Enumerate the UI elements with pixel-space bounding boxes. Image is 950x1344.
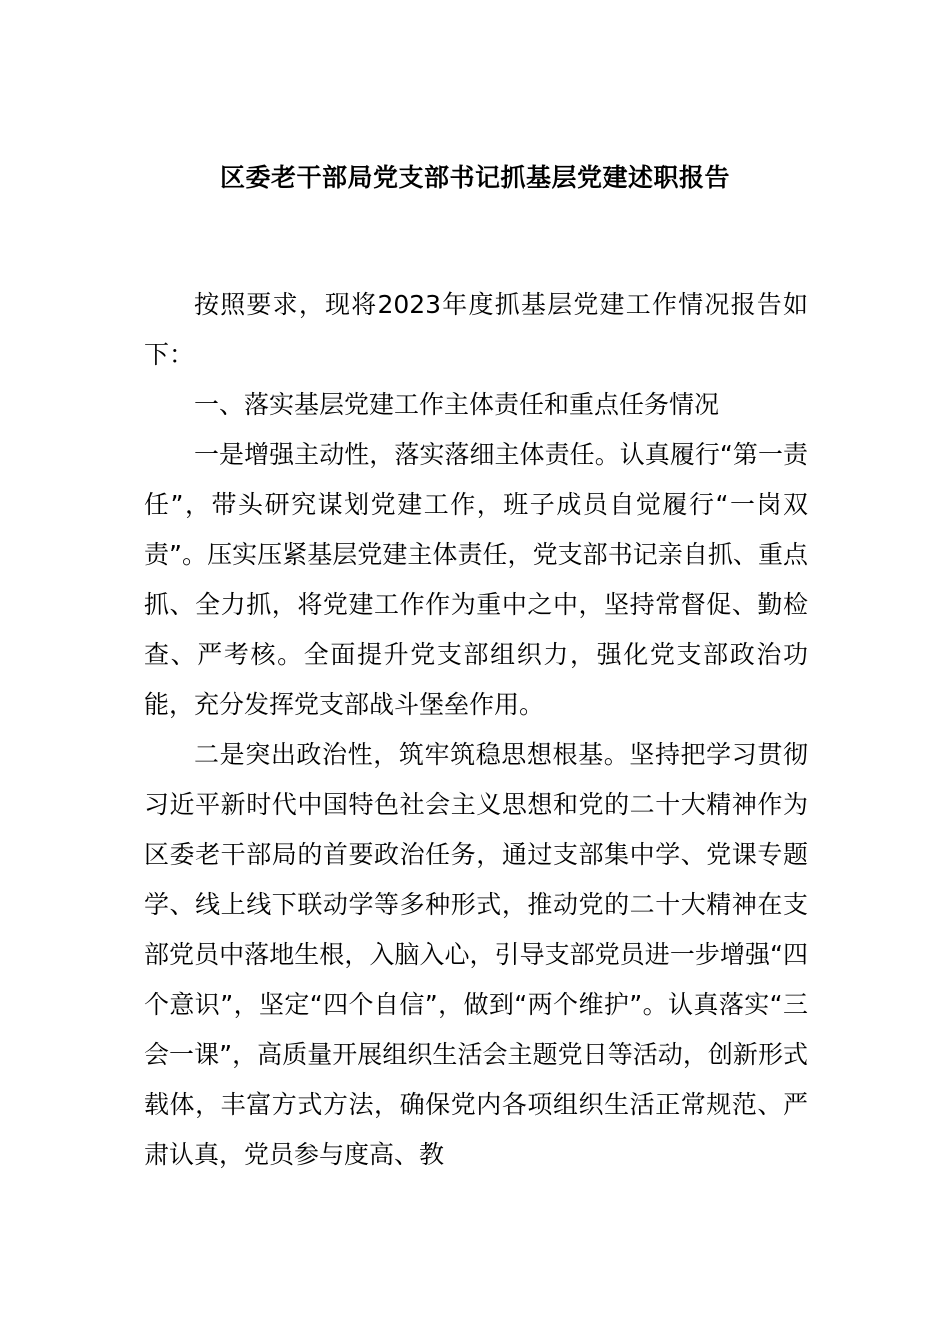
section-heading-1: 一、落实基层党建工作主体责任和重点任务情况 <box>194 390 720 419</box>
paragraph-responsibility: 一是增强主动性，落实落细主体责任。认真履行“第一责任”，带头研究谋划党建工作，班子成员自觉履行“一岗双责”。压实压紧基层党建主体责任，党支部书记亲自抓、重点抓、全力抓，将党建工作作为重中之中，坚持常督促、勤检查、严考核。全面提升党支部组织力，强化党支部政治功能，充分发挥党支部战斗堡垒作用。 <box>144 440 808 719</box>
document-title: 区委老干部局党支部书记抓基层党建述职报告 <box>219 163 730 192</box>
paragraph-political: 二是突出政治性，筑牢筑稳思想根基。坚持把学习贯彻习近平新时代中国特色社会主义思想和党的二十大精神作为区委老干部局的首要政治任务，通过支部集中学、党课专题学、线上线下联动学等多种形式，推动党的二十大精神在支部党员中落地生根，入脑入心，引导支部党员进一步增强“四个意识”，坚定“四个自信”，做到“两个维护”。认真落实“三会一课”，高质量开展组织生活会主题党日等活动，创新形式载体，丰富方式方法，确保党内各项组织生活正常规范、严肃认真，党员参与度高、教 <box>144 740 808 1169</box>
paragraph-intro: 按照要求，现将2023年度抓基层党建工作情况报告如下： <box>144 290 808 369</box>
document-body <box>144 280 808 1180</box>
